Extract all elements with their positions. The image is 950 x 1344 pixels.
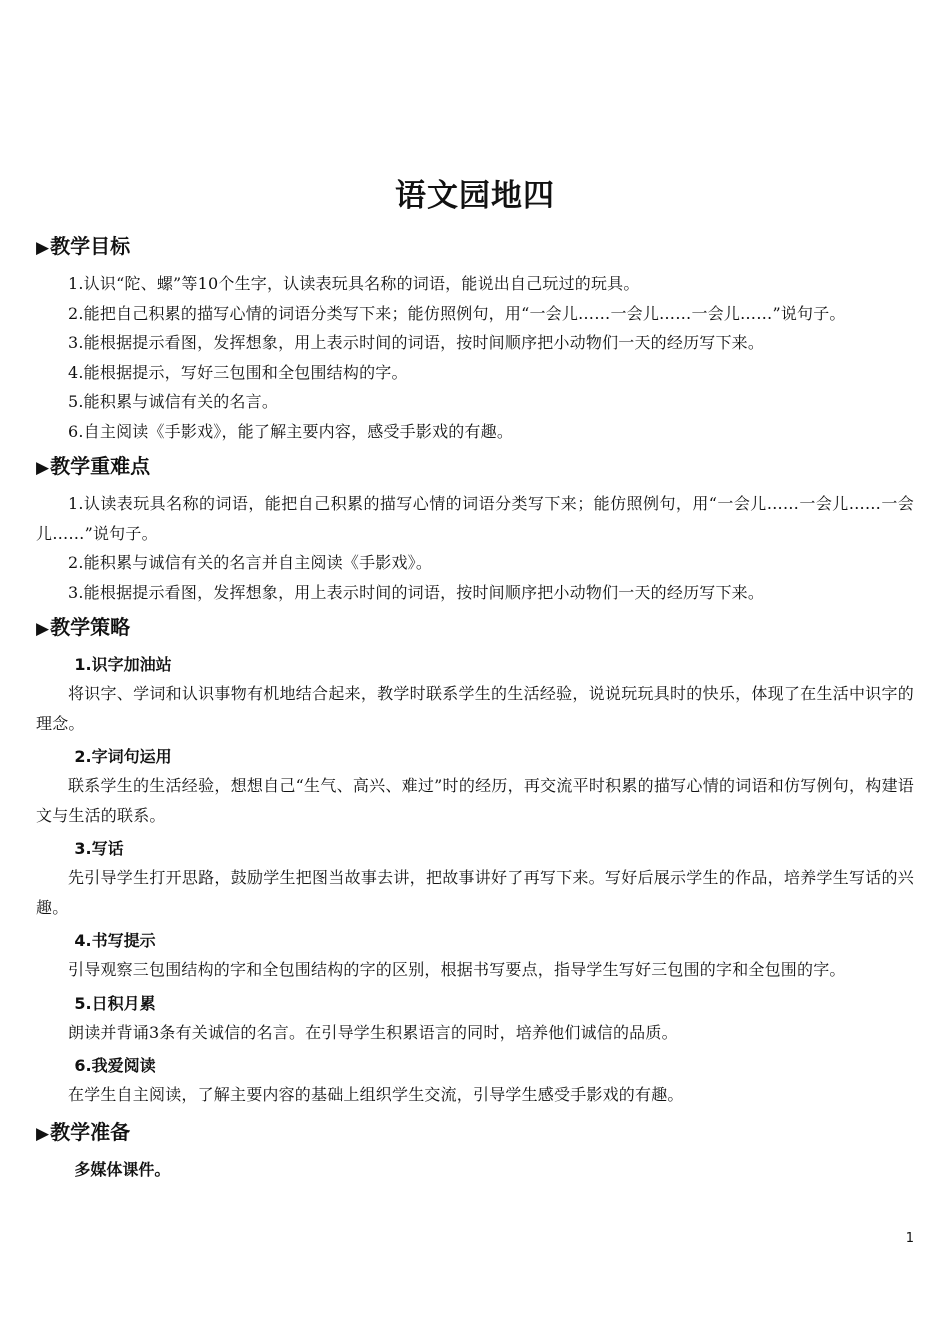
- strategy-title: 1.识字加油站: [74, 655, 172, 674]
- objective-item: 1.认识“陀、螺”等10个生字，认读表玩具名称的词语，能说出自己玩过的玩具。: [68, 274, 640, 293]
- section-heading-text: 教学重难点: [50, 454, 151, 478]
- strategy-title: 6.我爱阅读: [74, 1056, 156, 1075]
- triangle-right-icon: ▶: [36, 238, 50, 258]
- strategy-block: [36, 926, 914, 985]
- strategy-block: [36, 989, 914, 1048]
- objective-item: 4.能根据提示，写好三包围和全包围结构的字。: [68, 362, 408, 382]
- strategy-block: [36, 834, 914, 922]
- strategy-title: 2.字词句运用: [74, 747, 172, 766]
- strategy-text: 引导观察三包围结构的字和全包围结构的字的区别，根据书写要点，指导学生写好三包围的字和全包围的字。: [68, 960, 846, 979]
- page-number: 1: [905, 1231, 914, 1246]
- strategy-text: 联系学生的生活经验，想想自己“生气、高兴、难过”时的经历，再交流平时积累的描写心情的词语和仿写例句，构建语文与生活的联系。: [36, 776, 914, 825]
- document-content: [36, 232, 914, 1185]
- preparation-text: 多媒体课件。: [74, 1159, 171, 1179]
- triangle-right-icon: ▶: [36, 1123, 50, 1144]
- objective-item: 2.能把自己积累的描写心情的词语分类写下来；能仿照例句，用“一会儿……一会儿……一会儿……”说句子。: [68, 303, 846, 323]
- triangle-right-icon: ▶: [36, 458, 50, 478]
- strategy-title: 3.写话: [74, 839, 124, 858]
- page-title: 语文园地四: [395, 178, 555, 214]
- strategy-text: 朗读并背诵3条有关诚信的名言。在引导学生积累语言的同时，培养他们诚信的品质。: [68, 1022, 678, 1042]
- strategy-block: [36, 1051, 914, 1110]
- strategy-title: 4.书写提示: [74, 931, 156, 950]
- section-heading-preparation: [36, 1118, 914, 1148]
- section-heading-strategy: [36, 613, 914, 643]
- objective-item: 6.自主阅读《手影戏》，能了解主要内容，感受手影戏的有趣。: [68, 421, 514, 441]
- key-point-item: 1.认读表玩具名称的词语，能把自己积累的描写心情的词语分类写下来；能仿照例句，用“一会儿……一会儿……一会儿……”说句子。: [36, 494, 914, 543]
- key-point-item: 2.能积累与诚信有关的名言并自主阅读《手影戏》。: [68, 553, 433, 572]
- section-heading-text: 教学目标: [50, 234, 131, 258]
- objective-item: 3.能根据提示看图，发挥想象，用上表示时间的词语，按时间顺序把小动物们一天的经历写下来。: [68, 333, 765, 352]
- strategy-text: 先引导学生打开思路，鼓励学生把图当故事去讲，把故事讲好了再写下来。写好后展示学生的作品，培养学生写话的兴趣。: [36, 868, 914, 917]
- section-heading-objectives: [36, 232, 914, 262]
- triangle-right-icon: ▶: [36, 619, 50, 639]
- strategy-text: 将识字、学词和认识事物有机地结合起来，教学时联系学生的生活经验，说说玩玩具时的快乐，体现了在生活中识字的理念。: [36, 684, 914, 733]
- key-point-item: 3.能根据提示看图，发挥想象，用上表示时间的词语，按时间顺序把小动物们一天的经历写下来。: [68, 582, 765, 602]
- strategy-block: [36, 742, 914, 830]
- objective-item: 5.能积累与诚信有关的名言。: [68, 392, 279, 411]
- strategy-text: 在学生自主阅读，了解主要内容的基础上组织学生交流，引导学生感受手影戏的有趣。: [68, 1085, 684, 1104]
- strategy-block: [36, 650, 914, 738]
- section-heading-key-points: [36, 452, 914, 482]
- strategy-title: 5.日积月累: [74, 993, 156, 1013]
- section-heading-text: 教学策略: [50, 615, 131, 639]
- section-heading-text: 教学准备: [50, 1119, 131, 1144]
